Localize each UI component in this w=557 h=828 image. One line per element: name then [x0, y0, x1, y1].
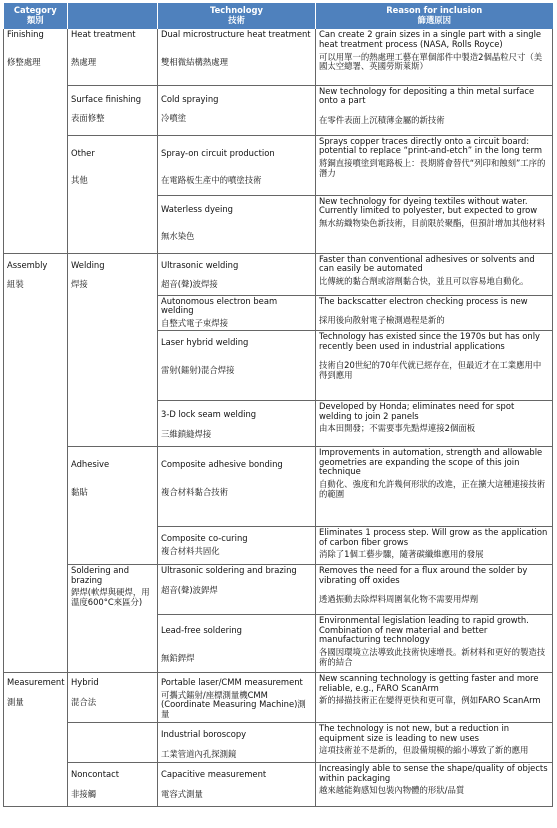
technology-cell: 3-D lock seam welding 三維鎖縫焊接	[158, 400, 316, 446]
subcategory-cell	[68, 195, 158, 253]
table-row	[4, 400, 553, 446]
table-row	[4, 85, 553, 135]
reason-cell: Increasingly able to sense the shape/quality of objects within packaging 越來越能夠感知包裝內物體的形狀/品質	[316, 762, 553, 806]
table-row	[4, 564, 553, 614]
technology-cell: Dual microstructure heat treatment 雙相微結構熱處理	[158, 29, 316, 85]
reason-cell: Faster than conventional adhesives or solvents and can easily be automated 比傳統的黏合劑或溶劑黏合快，並且可以容易地自動化。	[316, 253, 553, 295]
category-cell	[4, 722, 68, 762]
table-row	[4, 29, 553, 85]
subcategory-cell: Other 其他	[68, 135, 158, 195]
table-row	[4, 446, 553, 526]
reason-cell: The backscatter electron checking process is new 採用後向散射電子檢測過程是新的	[316, 295, 553, 330]
table-row	[4, 762, 553, 806]
category-cell	[4, 195, 68, 253]
subcategory-cell	[68, 526, 158, 564]
technology-cell: Ultrasonic welding 超音(聲)波焊接	[158, 253, 316, 295]
technology-cell: Waterless dyeing 無水染色	[158, 195, 316, 253]
category-cell: Assembly 組裝	[4, 253, 68, 295]
reason-cell: Eliminates 1 process step. Will grow as the application of carbon fiber grows 消除了1個工藝步驟，隨著碳纖維應用的發展	[316, 526, 553, 564]
category-cell	[4, 330, 68, 400]
technology-cell: Capacitive measurement 電容式測量	[158, 762, 316, 806]
technology-cell: Autonomous electron beam welding 自整式電子束焊接	[158, 295, 316, 330]
category-cell	[4, 135, 68, 195]
subcategory-cell: Noncontact 非接觸	[68, 762, 158, 806]
header-category: Category 類別	[4, 3, 68, 29]
table-row	[4, 722, 553, 762]
technology-cell: Ultrasonic soldering and brazing 超音(聲)波銲焊	[158, 564, 316, 614]
table-row	[4, 295, 553, 330]
category-cell	[4, 526, 68, 564]
header-technology: Technology 技術	[158, 3, 316, 29]
reason-cell: Can create 2 grain sizes in a single part with a single heat treatment process (NASA, Rolls Royce) 可以用單一的熱處理工藝在單個部件中製造2個晶粒尺寸（美國太空總署、英國勞斯萊斯）	[316, 29, 553, 85]
category-cell	[4, 564, 68, 614]
reason-cell: Sprays copper traces directly onto a circuit board: potential to replace “print-and-etch” in the long term 將銅直接噴塗到電路板上：長期將會替代“列印和蝕刻”工序的潛力	[316, 135, 553, 195]
category-cell	[4, 295, 68, 330]
table-row	[4, 614, 553, 672]
subcategory-cell: Heat treatment 熱處理	[68, 29, 158, 85]
reason-cell: Improvements in automation, strength and allowable geometries are expanding the scope of this join technique 自動化、強度和允許幾何形狀的改進，正在擴大這種連接技術的範圍	[316, 446, 553, 526]
subcategory-cell: Adhesive 黏貼	[68, 446, 158, 526]
category-cell	[4, 762, 68, 806]
technology-cell: Laser hybrid welding 雷射(鐳射)混合焊接	[158, 330, 316, 400]
table-row	[4, 330, 553, 400]
table-row	[4, 526, 553, 564]
subcategory-cell	[68, 722, 158, 762]
technology-cell: Spray-on circuit production 在電路板生產中的噴塗技術	[158, 135, 316, 195]
subcategory-cell: Soldering and brazing 銲焊(軟焊與硬焊，用溫度600°C來區分)	[68, 564, 158, 614]
reason-cell: New technology for depositing a thin metal surface onto a part 在零件表面上沉積薄金屬的新技術	[316, 85, 553, 135]
subcategory-cell	[68, 614, 158, 672]
header-reason: Reason for inclusion 篩選原因	[316, 3, 553, 29]
table-row	[4, 135, 553, 195]
technology-cell: Composite adhesive bonding 複合材料黏合技術	[158, 446, 316, 526]
technology-cell: Lead-free soldering 無鉛銲焊	[158, 614, 316, 672]
header-row	[4, 3, 553, 29]
technology-cell: Composite co-curing 複合材料共固化	[158, 526, 316, 564]
subcategory-cell: Hybrid 混合法	[68, 672, 158, 722]
category-cell	[4, 614, 68, 672]
reason-cell: Developed by Honda; eliminates need for spot welding to join 2 panels 由本田開發；不需要事先點焊連接2個面板	[316, 400, 553, 446]
category-cell	[4, 446, 68, 526]
subcategory-cell	[68, 330, 158, 400]
reason-cell: The technology is not new, but a reduction in equipment size is leading to new uses 這項技術並不是新的，但設備規模的縮小導致了新的應用	[316, 722, 553, 762]
reason-cell: New scanning technology is getting faster and more reliable, e.g., FARO ScanArm 新的掃描技術正在變得更快和更可靠，例如FARO ScanArm	[316, 672, 553, 722]
reason-cell: Technology has existed since the 1970s but has only recently been used in industrial applications 技術自20世紀的70年代就已經存在，但最近才在工業應用中得到應用	[316, 330, 553, 400]
technology-cell: Industrial boroscopy 工業管道內孔探測鏡	[158, 722, 316, 762]
reason-cell: New technology for dyeing textiles without water. Currently limited to polyester, but expected to grow 無水紡織物染色新技術，目前限於聚酯，但預計增加其他材料	[316, 195, 553, 253]
subcategory-cell	[68, 400, 158, 446]
category-cell: Finishing 修整處理	[4, 29, 68, 85]
header-subcategory	[68, 3, 158, 29]
table-row	[4, 195, 553, 253]
reason-cell: Removes the need for a flux around the solder by vibrating off oxides 透過振動去除焊料周圍氧化物不需要用焊劑	[316, 564, 553, 614]
subcategory-cell: Welding 焊接	[68, 253, 158, 295]
technology-table	[3, 3, 553, 807]
reason-cell: Environmental legislation leading to rapid growth. Combination of new material and better manufacturing technology 各國因環境立法導致此技術快速增長。新材料和更好的製造技術的結合	[316, 614, 553, 672]
category-cell	[4, 400, 68, 446]
technology-cell: Portable laser/CMM measurement 可攜式鐳射/座標測量機CMM (Coordinate Measuring Machine)測量	[158, 672, 316, 722]
subcategory-cell	[68, 295, 158, 330]
category-cell: Measurement 測量	[4, 672, 68, 722]
subcategory-cell: Surface finishing 表面修整	[68, 85, 158, 135]
table-row	[4, 253, 553, 295]
category-cell	[4, 85, 68, 135]
table-row	[4, 672, 553, 722]
technology-cell: Cold spraying 冷噴塗	[158, 85, 316, 135]
